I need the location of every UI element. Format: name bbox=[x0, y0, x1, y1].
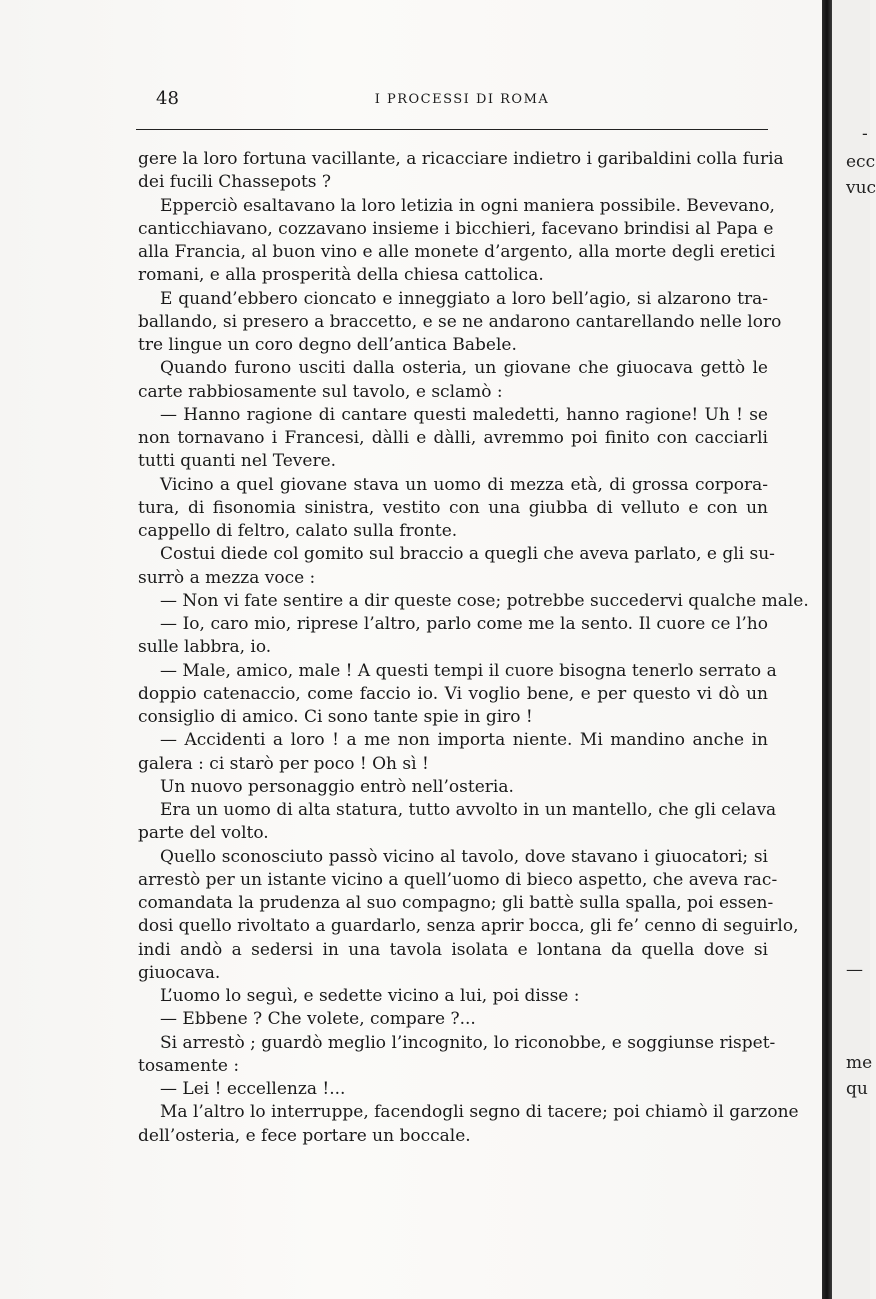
text-line: Era un uomo di alta statura, tutto avvolto in un mantello, che gli celava bbox=[160, 800, 777, 820]
text-line: Costui diede col gomito sul braccio a quegli che aveva parlato, e gli su- bbox=[160, 544, 775, 565]
text-line: Epperciò esaltavano la loro letizia in ogni maniera possibile. Bevevano, bbox=[160, 195, 775, 216]
text-line: dell’osteria, e fece portare un boccale. bbox=[138, 1125, 471, 1146]
text-line: Ma l’altro lo interruppe, facendogli segno di tacere; poi chiamò il garzone bbox=[160, 1102, 799, 1123]
text-line: — Io, caro mio, riprese l’altro, parlo come me la sento. Il cuore ce l’ho bbox=[160, 614, 768, 634]
text-line: comandata la prudenza al suo compagno; gli battè sulla spalla, poi essen- bbox=[138, 893, 774, 913]
body-text bbox=[138, 148, 809, 1148]
text-line: canticchiavano, cozzavano insieme i bicchieri, facevano brindisi al Papa e bbox=[138, 218, 774, 239]
adjacent-page-fragment: me bbox=[846, 1053, 873, 1073]
page-number: 48 bbox=[156, 88, 179, 109]
text-line: alla Francia, al buon vino e alle monete d’argento, alla morte degli eretici bbox=[138, 242, 776, 262]
header-rule bbox=[136, 129, 768, 130]
adjacent-page-fragment: ecc bbox=[846, 152, 876, 172]
text-line: dei fucili Chassepots ? bbox=[138, 172, 332, 193]
running-title: I PROCESSI DI ROMA bbox=[374, 92, 550, 107]
adjacent-page-fragment: vuc bbox=[846, 178, 876, 198]
text-line: indi andò a sedersi in una tavola isolata e lontana da quella dove si bbox=[138, 939, 768, 960]
text-line: — Hanno ragione di cantare questi maledetti, hanno ragione! Uh ! se bbox=[160, 404, 768, 425]
adjacent-page-fragment: - bbox=[862, 124, 868, 144]
text-line: cappello di feltro, calato sulla fronte. bbox=[138, 521, 458, 541]
text-line: consiglio di amico. Ci sono tante spie in giro ! bbox=[138, 707, 533, 727]
text-line: Vicino a quel giovane stava un uomo di mezza età, di grossa corpora- bbox=[160, 474, 768, 495]
text-line: — Ebbene ? Che volete, compare ?... bbox=[160, 1009, 476, 1030]
text-line: ballando, si presero a braccetto, e se ne andarono cantarellando nelle loro bbox=[138, 311, 782, 332]
text-line: — Non vi fate sentire a dir queste cose; potrebbe succedervi qualche male. bbox=[160, 590, 809, 611]
text-line: dosi quello rivoltato a guardarlo, senza aprir bocca, gli fe’ cenno di seguirlo, bbox=[138, 916, 799, 937]
text-line: — Male, amico, male ! A questi tempi il cuore bisogna tenerlo serrato a bbox=[160, 660, 777, 681]
text-line: tosamente : bbox=[138, 1055, 240, 1076]
adjacent-page-fragment: qu bbox=[846, 1079, 868, 1099]
text-line: non tornavano i Francesi, dàlli e dàlli, avremmo poi finito con cacciarli bbox=[138, 428, 768, 448]
adjacent-page-edge bbox=[832, 0, 876, 1299]
text-line: doppio catenaccio, come faccio io. Vi voglio bene, e per questo vi dò un bbox=[138, 683, 768, 704]
adjacent-page-fragment: — bbox=[846, 960, 863, 980]
text-line: romani, e alla prosperità della chiesa cattolica. bbox=[138, 265, 544, 286]
text-line: giuocava. bbox=[138, 962, 221, 983]
text-line: sulle labbra, io. bbox=[138, 637, 272, 658]
text-line: — Accidenti a loro ! a me non importa niente. Mi mandino anche in bbox=[160, 730, 768, 751]
text-line: — Lei ! eccellenza !... bbox=[160, 1079, 346, 1099]
text-line: L’uomo lo seguì, e sedette vicino a lui, poi disse : bbox=[160, 986, 580, 1006]
text-line: gere la loro fortuna vacillante, a ricacciare indietro i garibaldini colla furia bbox=[138, 149, 784, 169]
text-line: Si arrestò ; guardò meglio l’incognito, lo riconobbe, e soggiunse rispet- bbox=[160, 1032, 776, 1053]
text-line: galera : ci starò per poco ! Oh sì ! bbox=[138, 753, 429, 774]
text-line: tutti quanti nel Tevere. bbox=[138, 451, 337, 472]
text-line: carte rabbiosamente sul tavolo, e sclamò : bbox=[138, 381, 503, 402]
text-line: Quando furono usciti dalla osteria, un giovane che giuocava gettò le bbox=[160, 358, 768, 379]
text-line: tura, di fisonomia sinistra, vestito con una giubba di velluto e con un bbox=[138, 497, 768, 518]
text-line: E quand’ebbero cioncato e inneggiato a loro bell’agio, si alzarono tra- bbox=[160, 288, 768, 309]
text-line: parte del volto. bbox=[138, 823, 269, 844]
text-line: Quello sconosciuto passò vicino al tavolo, dove stavano i giuocatori; si bbox=[160, 846, 768, 867]
text-line: tre lingue un coro degno dell’antica Babele. bbox=[138, 335, 517, 355]
text-line: Un nuovo personaggio entrò nell’osteria. bbox=[160, 776, 514, 797]
text-line: arrestò per un istante vicino a quell’uomo di bieco aspetto, che aveva rac- bbox=[138, 869, 778, 890]
book-gutter bbox=[822, 0, 832, 1299]
page-header bbox=[156, 88, 768, 112]
text-line: surrò a mezza voce : bbox=[138, 567, 316, 588]
